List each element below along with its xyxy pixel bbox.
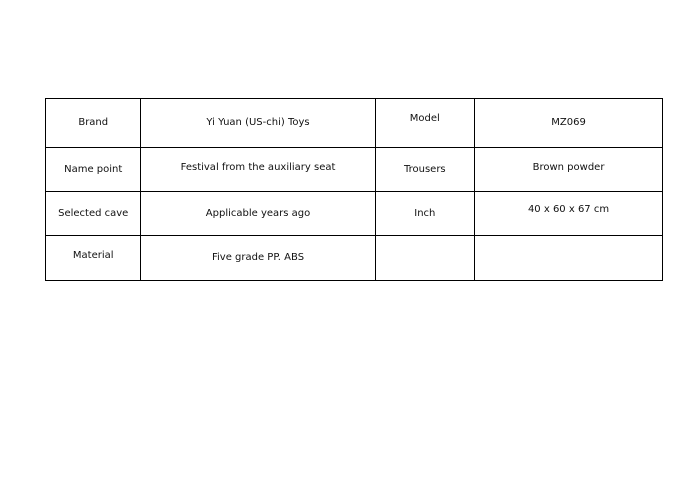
- model-label: Model: [375, 99, 474, 148]
- table-row: [46, 192, 663, 236]
- product-spec-table: [45, 98, 663, 281]
- material-label: Material: [46, 236, 141, 281]
- material-value: Five grade PP. ABS: [141, 236, 375, 281]
- model-value: MZ069: [475, 99, 663, 148]
- empty-cell: [475, 236, 663, 281]
- brand-value: Yi Yuan (US-chi) Toys: [141, 99, 375, 148]
- name-point-label: Name point: [46, 148, 141, 192]
- inch-value: 40 x 60 x 67 cm: [475, 192, 663, 236]
- inch-label: Inch: [375, 192, 474, 236]
- table-row: [46, 148, 663, 192]
- brand-label: Brand: [46, 99, 141, 148]
- table-row: [46, 236, 663, 281]
- trousers-label: Trousers: [375, 148, 474, 192]
- selected-cave-label: Selected cave: [46, 192, 141, 236]
- name-point-value: Festival from the auxiliary seat: [141, 148, 375, 192]
- selected-cave-value: Applicable years ago: [141, 192, 375, 236]
- trousers-value: Brown powder: [475, 148, 663, 192]
- empty-cell: [375, 236, 474, 281]
- table-row: [46, 99, 663, 148]
